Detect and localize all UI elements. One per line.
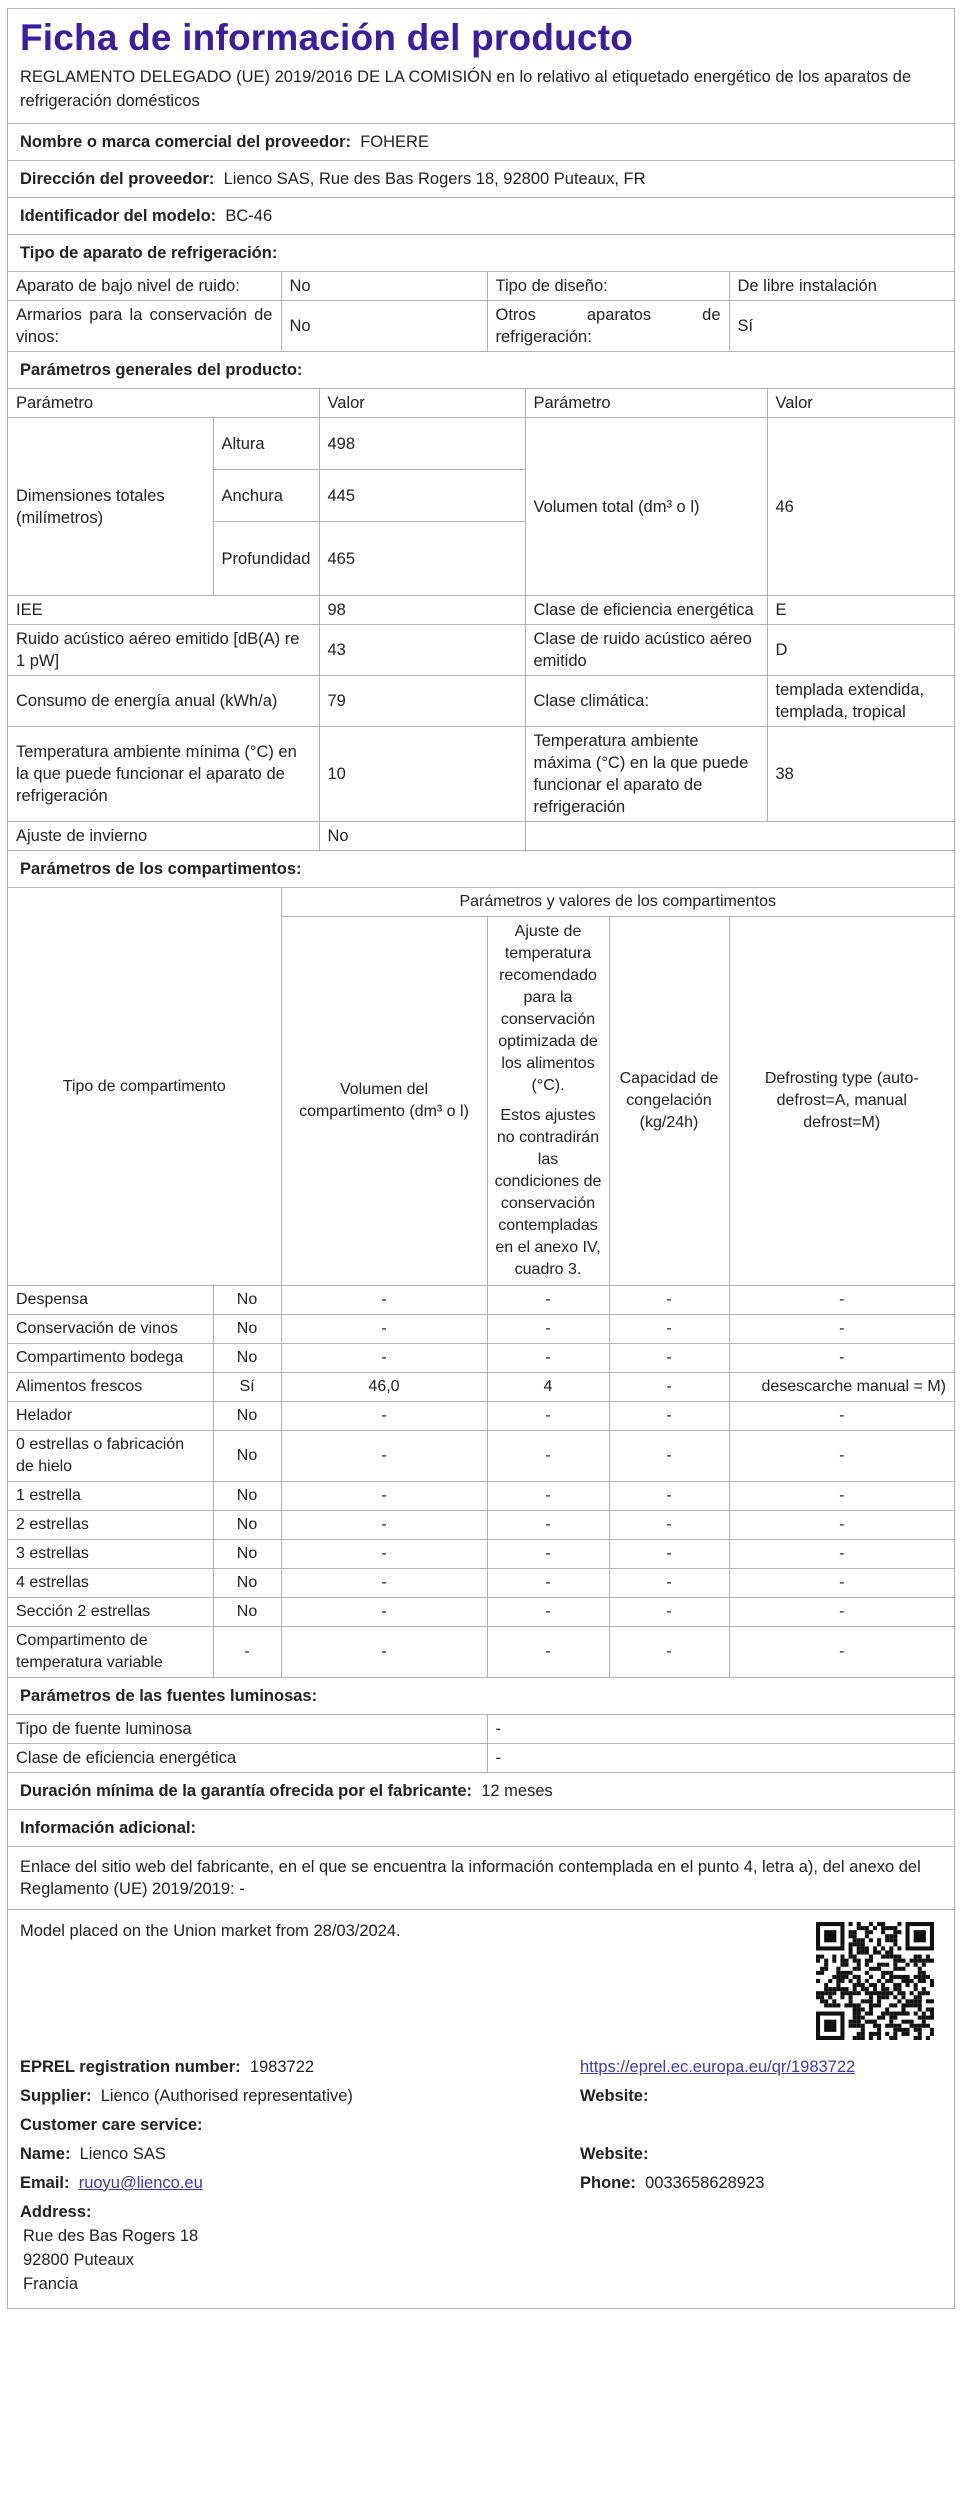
table-cell: 4 bbox=[487, 1373, 609, 1402]
table-cell: - bbox=[729, 1402, 954, 1431]
supplier-value: FOHERE bbox=[360, 133, 429, 151]
dimension-value: 445 bbox=[319, 470, 525, 522]
additional-text: Enlace del sitio web del fabricante, en el que se encuentra la información contemplada en el punto 4, letra a), del anexo del Reglamento (UE) 2019/2019: - bbox=[8, 1847, 954, 1910]
table-cell: - bbox=[281, 1431, 487, 1482]
table-cell: - bbox=[609, 1402, 729, 1431]
table-cell: 10 bbox=[319, 727, 525, 822]
table-cell: Clase de eficiencia energética bbox=[8, 1744, 487, 1773]
column-header: Parámetro bbox=[8, 389, 319, 418]
table-cell: 43 bbox=[319, 625, 525, 676]
table-cell: - bbox=[729, 1598, 954, 1627]
table-cell: - bbox=[609, 1315, 729, 1344]
address-label: Dirección del proveedor: bbox=[20, 170, 215, 188]
table-cell: - bbox=[729, 1482, 954, 1511]
email-label: Email: bbox=[20, 2174, 70, 2192]
winter-value: No bbox=[319, 822, 525, 851]
general-parameters-heading: Parámetros generales del producto: bbox=[8, 352, 954, 389]
table-cell: Ruido acústico aéreo emitido [dB(A) re 1 pW] bbox=[8, 625, 319, 676]
supplier-website-label: Website: bbox=[580, 2087, 649, 2105]
table-cell: - bbox=[281, 1569, 487, 1598]
table-cell: Tipo de fuente luminosa bbox=[8, 1715, 487, 1744]
table-row bbox=[8, 1744, 954, 1773]
address-line: Rue des Bas Rogers 18 bbox=[23, 2227, 199, 2245]
column-header bbox=[487, 917, 609, 1286]
table-cell: Clase de eficiencia energética bbox=[525, 596, 767, 625]
light-heading: Parámetros de las fuentes luminosas: bbox=[8, 1678, 954, 1715]
compartments-heading: Parámetros de los compartimentos: bbox=[8, 851, 954, 888]
table-row bbox=[8, 1627, 954, 1678]
table-cell: D bbox=[767, 625, 954, 676]
table-cell: 98 bbox=[319, 596, 525, 625]
column-header: Capacidad de congelación (kg/24h) bbox=[609, 917, 729, 1286]
table-cell: - bbox=[729, 1315, 954, 1344]
name-label: Name: bbox=[20, 2145, 71, 2163]
table-row bbox=[8, 1482, 954, 1511]
table-row bbox=[8, 1286, 954, 1315]
dimension-name: Altura bbox=[213, 418, 319, 470]
table-cell: - bbox=[729, 1540, 954, 1569]
table-cell: No bbox=[213, 1482, 281, 1511]
total-volume-value: 46 bbox=[767, 418, 954, 596]
table-cell: Compartimento bodega bbox=[8, 1344, 213, 1373]
page-title: Ficha de información del producto bbox=[20, 17, 634, 58]
table-cell: Clase de ruido acústico aéreo emitido bbox=[525, 625, 767, 676]
warranty-row bbox=[8, 1773, 954, 1810]
table-cell: - bbox=[487, 1431, 609, 1482]
table-cell: Sí bbox=[729, 301, 954, 352]
table-row bbox=[8, 1540, 954, 1569]
table-cell: - bbox=[213, 1627, 281, 1678]
table-cell: Tipo de diseño: bbox=[487, 272, 729, 301]
table-cell: Alimentos frescos bbox=[8, 1373, 213, 1402]
table-cell: - bbox=[609, 1344, 729, 1373]
table-cell: No bbox=[213, 1344, 281, 1373]
table-cell: - bbox=[281, 1402, 487, 1431]
regulation-text: REGLAMENTO DELEGADO (UE) 2019/2016 DE LA COMISIÓN en lo relativo al etiquetado energético de los aparatos de refrigeración domésticos bbox=[8, 63, 954, 124]
table-cell: templada extendida, templada, tropical bbox=[767, 676, 954, 727]
model-label: Identificador del modelo: bbox=[20, 207, 217, 225]
table-cell: No bbox=[213, 1598, 281, 1627]
product-information-sheet bbox=[7, 8, 955, 2309]
table-row bbox=[8, 272, 954, 301]
appliance-type-heading: Tipo de aparato de refrigeración: bbox=[8, 235, 954, 272]
table-cell: - bbox=[487, 1744, 954, 1773]
table-cell: Conservación de vinos bbox=[8, 1315, 213, 1344]
table-cell: 46,0 bbox=[281, 1373, 487, 1402]
table-cell: - bbox=[487, 1344, 609, 1373]
address-block-label: Address: bbox=[20, 2203, 92, 2221]
table-cell: 1 estrella bbox=[8, 1482, 213, 1511]
table-cell: Aparato de bajo nivel de ruido: bbox=[8, 272, 281, 301]
table-cell: Helador bbox=[8, 1402, 213, 1431]
table-cell: - bbox=[281, 1482, 487, 1511]
table-row bbox=[8, 596, 954, 625]
table-cell: Clase climática: bbox=[525, 676, 767, 727]
table-cell: - bbox=[487, 1627, 609, 1678]
name-value: Lienco SAS bbox=[79, 2145, 166, 2163]
table-cell: - bbox=[729, 1569, 954, 1598]
table-cell: - bbox=[487, 1511, 609, 1540]
table-row bbox=[8, 1373, 954, 1402]
table-row bbox=[8, 1402, 954, 1431]
eprel-link[interactable]: https://eprel.ec.europa.eu/qr/1983722 bbox=[580, 2058, 856, 2076]
dimensions-label: Dimensiones totales (milímetros) bbox=[8, 418, 213, 596]
table-row bbox=[8, 676, 954, 727]
empty-cell bbox=[525, 822, 954, 851]
table-cell: Sección 2 estrellas bbox=[8, 1598, 213, 1627]
dimension-name: Anchura bbox=[213, 470, 319, 522]
table-row bbox=[8, 1511, 954, 1540]
table-cell: Temperatura ambiente mínima (°C) en la que puede funcionar el aparato de refrigeración bbox=[8, 727, 319, 822]
table-cell: No bbox=[213, 1431, 281, 1482]
table-row bbox=[8, 1315, 954, 1344]
table-cell: - bbox=[487, 1540, 609, 1569]
table-cell: - bbox=[487, 1715, 954, 1744]
warranty-label: Duración mínima de la garantía ofrecida por el fabricante: bbox=[20, 1782, 473, 1800]
table-cell: De libre instalación bbox=[729, 272, 954, 301]
table-row bbox=[8, 625, 954, 676]
table-row bbox=[8, 301, 954, 352]
table-row bbox=[8, 418, 954, 470]
table-row bbox=[8, 727, 954, 822]
table-row bbox=[8, 1431, 954, 1482]
address-line: 92800 Puteaux bbox=[23, 2251, 135, 2269]
table-cell: 2 estrellas bbox=[8, 1511, 213, 1540]
appliance-type-table bbox=[8, 272, 954, 352]
light-table bbox=[8, 1715, 954, 1773]
address-value: Lienco SAS, Rue des Bas Rogers 18, 92800 Puteaux, FR bbox=[223, 170, 646, 188]
model-value: BC-46 bbox=[225, 207, 273, 225]
compartments-body bbox=[8, 1286, 954, 1678]
total-volume-label: Volumen total (dm³ o l) bbox=[525, 418, 767, 596]
table-row bbox=[8, 1569, 954, 1598]
table-cell: Compartimento de temperatura variable bbox=[8, 1627, 213, 1678]
table-cell: - bbox=[609, 1540, 729, 1569]
table-cell: 79 bbox=[319, 676, 525, 727]
bottom-section bbox=[8, 1910, 954, 2308]
table-row bbox=[8, 822, 954, 851]
table-header-row bbox=[8, 389, 954, 418]
table-cell: No bbox=[213, 1540, 281, 1569]
table-cell: 38 bbox=[767, 727, 954, 822]
table-cell: No bbox=[213, 1569, 281, 1598]
compartment-type-header: Tipo de compartimento bbox=[8, 888, 281, 1286]
eprel-label: EPREL registration number: bbox=[20, 2058, 241, 2076]
table-cell: No bbox=[281, 272, 487, 301]
winter-label: Ajuste de invierno bbox=[8, 822, 319, 851]
table-cell: - bbox=[487, 1286, 609, 1315]
table-cell: - bbox=[729, 1431, 954, 1482]
table-cell: 4 estrellas bbox=[8, 1569, 213, 1598]
table-cell: IEE bbox=[8, 596, 319, 625]
customer-website-label: Website: bbox=[580, 2145, 649, 2163]
table-cell: - bbox=[729, 1344, 954, 1373]
table-cell: - bbox=[729, 1511, 954, 1540]
table-cell: - bbox=[281, 1627, 487, 1678]
table-cell: - bbox=[281, 1315, 487, 1344]
phone-label: Phone: bbox=[580, 2174, 636, 2192]
group-header: Parámetros y valores de los compartimentos bbox=[281, 888, 954, 917]
table-cell: No bbox=[213, 1511, 281, 1540]
dimension-value: 465 bbox=[319, 522, 525, 596]
warranty-value: 12 meses bbox=[481, 1782, 553, 1800]
table-cell: - bbox=[609, 1482, 729, 1511]
table-cell: - bbox=[729, 1627, 954, 1678]
table-cell: - bbox=[281, 1598, 487, 1627]
email-link[interactable]: ruoyu@lienco.eu bbox=[78, 2174, 203, 2192]
table-cell: - bbox=[609, 1598, 729, 1627]
table-cell: - bbox=[487, 1315, 609, 1344]
table-cell: No bbox=[213, 1315, 281, 1344]
table-cell: - bbox=[609, 1431, 729, 1482]
table-cell: - bbox=[609, 1627, 729, 1678]
dimension-name: Profundidad bbox=[213, 522, 319, 596]
table-cell: 0 estrellas o fabricación de hielo bbox=[8, 1431, 213, 1482]
column-header: Defrosting type (auto-defrost=A, manual defrost=M) bbox=[729, 917, 954, 1286]
eprel-value: 1983722 bbox=[249, 2058, 315, 2076]
table-cell: No bbox=[213, 1402, 281, 1431]
table-cell: - bbox=[487, 1402, 609, 1431]
table-cell: - bbox=[609, 1511, 729, 1540]
general-parameters-table bbox=[8, 389, 954, 851]
table-cell: - bbox=[487, 1569, 609, 1598]
column-header: Volumen del compartimento (dm³ o l) bbox=[281, 917, 487, 1286]
temp-header-note: Estos ajustes no contradirán las condiciones de conservación contempladas en el anexo IV, cuadro 3. bbox=[494, 1107, 602, 1278]
compartments-table bbox=[8, 888, 954, 1678]
dimension-value: 498 bbox=[319, 418, 525, 470]
table-cell: Armarios para la conservación de vinos: bbox=[8, 301, 281, 352]
supplier-info-label: Supplier: bbox=[20, 2087, 92, 2105]
supplier-row bbox=[8, 124, 954, 161]
additional-heading: Información adicional: bbox=[8, 1810, 954, 1847]
table-cell: - bbox=[281, 1511, 487, 1540]
table-cell: Despensa bbox=[8, 1286, 213, 1315]
table-cell: - bbox=[487, 1598, 609, 1627]
table-header-row bbox=[8, 888, 954, 917]
table-cell: Otros aparatos de refrigeración: bbox=[487, 301, 729, 352]
table-row bbox=[8, 1598, 954, 1627]
table-cell: No bbox=[213, 1286, 281, 1315]
qr-code-icon[interactable] bbox=[816, 1922, 934, 2040]
column-header: Valor bbox=[767, 389, 954, 418]
address-line: Francia bbox=[23, 2275, 79, 2293]
table-cell: Consumo de energía anual (kWh/a) bbox=[8, 676, 319, 727]
column-header: Valor bbox=[319, 389, 525, 418]
table-cell: Sí bbox=[213, 1373, 281, 1402]
table-cell: 3 estrellas bbox=[8, 1540, 213, 1569]
customer-care-label: Customer care service: bbox=[20, 2116, 203, 2134]
table-row bbox=[8, 1715, 954, 1744]
table-cell: No bbox=[281, 301, 487, 352]
table-cell: - bbox=[729, 1286, 954, 1315]
address-row bbox=[8, 161, 954, 198]
supplier-label: Nombre o marca comercial del proveedor: bbox=[20, 133, 352, 151]
column-header: Parámetro bbox=[525, 389, 767, 418]
table-cell: - bbox=[281, 1344, 487, 1373]
table-cell: - bbox=[281, 1540, 487, 1569]
temp-header-text: Ajuste de temperatura recomendado para la conservación optimizada de los alimentos (°C). bbox=[498, 923, 598, 1094]
table-cell: - bbox=[609, 1373, 729, 1402]
supplier-info-value: Lienco (Authorised representative) bbox=[100, 2087, 353, 2105]
table-cell: desescarche manual = M) bbox=[729, 1373, 954, 1402]
market-date: Model placed on the Union market from 28/03/2024. bbox=[20, 1922, 401, 1940]
table-cell: - bbox=[281, 1286, 487, 1315]
table-cell: E bbox=[767, 596, 954, 625]
table-cell: - bbox=[609, 1286, 729, 1315]
contact-info bbox=[20, 2058, 942, 2296]
table-cell: Temperatura ambiente máxima (°C) en la que puede funcionar el aparato de refrigeración bbox=[525, 727, 767, 822]
model-row bbox=[8, 198, 954, 235]
phone-value: 0033658628923 bbox=[645, 2174, 765, 2192]
table-row bbox=[8, 1344, 954, 1373]
table-cell: - bbox=[487, 1482, 609, 1511]
table-cell: - bbox=[609, 1569, 729, 1598]
